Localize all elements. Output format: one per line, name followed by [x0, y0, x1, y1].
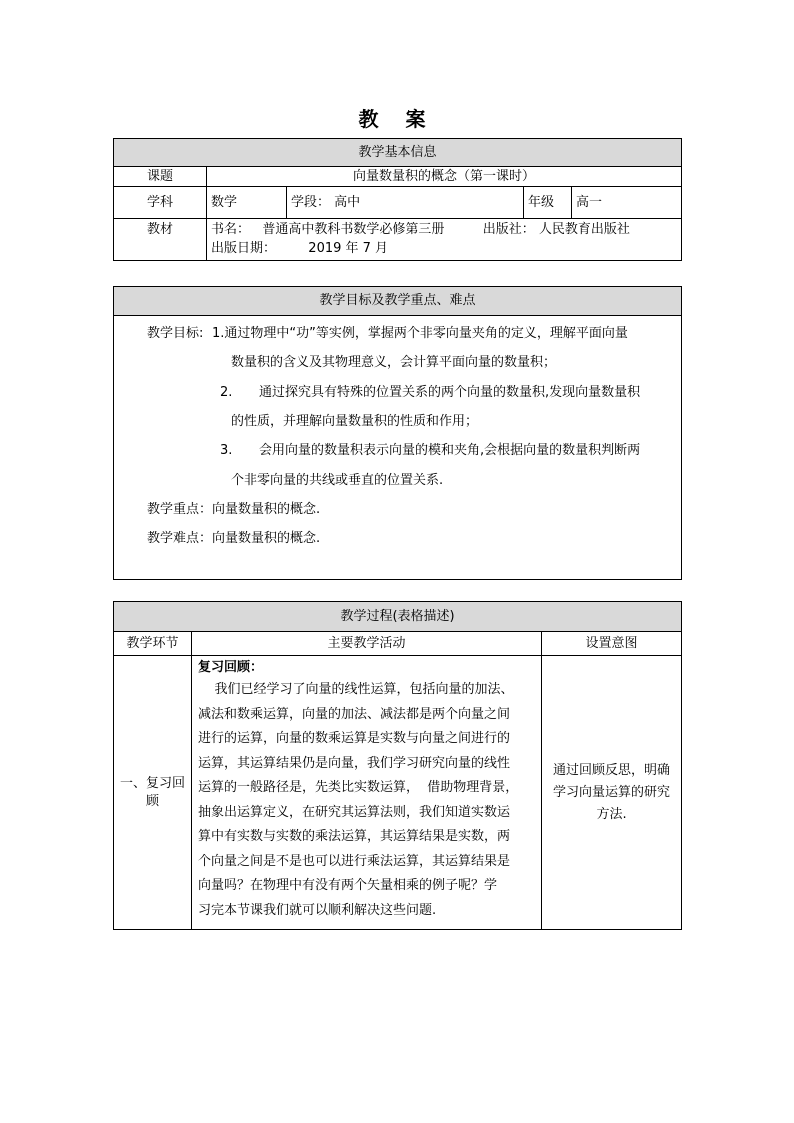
subject-label: 学科	[114, 187, 207, 219]
activity-line: 进行的运算，向量的数乘运算是实数与向量之间进行的	[198, 731, 511, 746]
activity-cell	[192, 656, 542, 930]
intent-line: 学习向量运算的研究	[553, 784, 671, 800]
intent-line: 方法.	[596, 806, 627, 822]
activity-line: 运算，其运算结果仍是向量，我们学习研究向量的线性	[198, 755, 511, 771]
stage-1	[114, 656, 192, 930]
stage-value: 高中	[334, 194, 361, 210]
grade-label: 年级	[524, 187, 572, 219]
grade-value: 高一	[572, 187, 682, 219]
book-label: 书名：	[211, 222, 251, 237]
textbook-line-1	[211, 220, 681, 239]
stage-1-line1: 一、复习回	[119, 775, 185, 791]
intent-line: 通过回顾反思，明确	[553, 762, 671, 778]
publisher-value: 人民教育出版社	[538, 222, 630, 237]
difficult-value: 向量数量积的概念.	[212, 531, 321, 546]
goal2-line2: 的性质，并理解向量数量积的性质和作用；	[231, 414, 479, 429]
activity-line: 算中有实数与实数的乘法运算，其运算结果是实数，两	[198, 829, 511, 844]
goal3-line2: 个非零向量的共线或垂直的位置关系.	[231, 473, 444, 488]
intent-cell	[542, 656, 682, 930]
stage-cell	[287, 187, 524, 219]
activity-line: 个向量之间是不是也可以进行乘法运算，其运算结果是	[198, 853, 511, 869]
objectives-header: 教学目标及教学重点、难点	[114, 287, 681, 316]
activity-line: 习完本节课我们就可以顺利解决这些问题.	[198, 902, 437, 918]
basic-info-header: 教学基本信息	[114, 139, 682, 167]
col-activity: 主要教学活动	[192, 632, 542, 656]
process-table	[113, 601, 682, 930]
activity-line: 运算的一般路径是，先类比实数运算， 借助物理背景，	[198, 780, 519, 795]
document-title: 教 案	[358, 107, 436, 131]
key-point	[147, 501, 320, 519]
activity-line: 向量吗？在物理中有没有两个矢量相乘的例子呢？学	[198, 878, 498, 893]
key-value: 向量数量积的概念.	[212, 502, 321, 517]
book-value: 普通高中教科书数学必修第三册	[262, 222, 445, 237]
goal2-number: 2.	[220, 385, 233, 400]
textbook-line-2	[211, 239, 681, 258]
textbook-label: 教材	[114, 219, 207, 261]
subject-value: 数学	[207, 187, 287, 219]
topic-label: 课题	[114, 167, 207, 187]
pubdate-label: 出版日期：	[211, 241, 277, 256]
stage-label: 学段：	[291, 194, 331, 210]
key-label: 教学重点：	[147, 502, 213, 517]
goal1-line1: 1.通过物理中“功”等实例，掌握两个非零向量夹角的定义，理解平面向量	[212, 326, 628, 341]
col-stage: 教学环节	[114, 632, 192, 656]
activity-line: 我们已经学习了向量的线性运算，包括向量的加法、	[198, 682, 514, 697]
goal2-line1: 通过探究具有特殊的位置关系的两个向量的数量积,发现向量数量积	[259, 385, 641, 400]
goal3-line1: 会用向量的数量积表示向量的模和夹角,会根据向量的数量积判断两	[259, 443, 641, 458]
activity-line: 抽象出运算定义，在研究其运算法则，我们知道实数运	[198, 804, 511, 820]
publisher-label: 出版社：	[482, 222, 535, 237]
textbook-info	[207, 219, 682, 261]
activity-line: 减法和数乘运算，向量的加法、减法都是两个向量之间	[198, 706, 511, 722]
basic-info-table	[113, 138, 682, 261]
topic-value: 向量数量积的概念（第一课时）	[207, 167, 682, 187]
process-header: 教学过程(表格描述)	[114, 602, 682, 632]
goal3-number: 3.	[220, 443, 233, 458]
pubdate-value: 2019 年 7 月	[308, 241, 389, 256]
col-intent: 设置意图	[542, 632, 682, 656]
review-title: 复习回顾：	[198, 660, 264, 675]
stage-1-line2: 顾	[145, 793, 159, 809]
goal1-line2: 数量积的含义及其物理意义，会计算平面向量的数量积；	[231, 355, 557, 370]
difficult-point	[147, 530, 320, 548]
goal-label: 教学目标:	[147, 326, 204, 341]
difficult-label: 教学难点：	[147, 531, 213, 546]
